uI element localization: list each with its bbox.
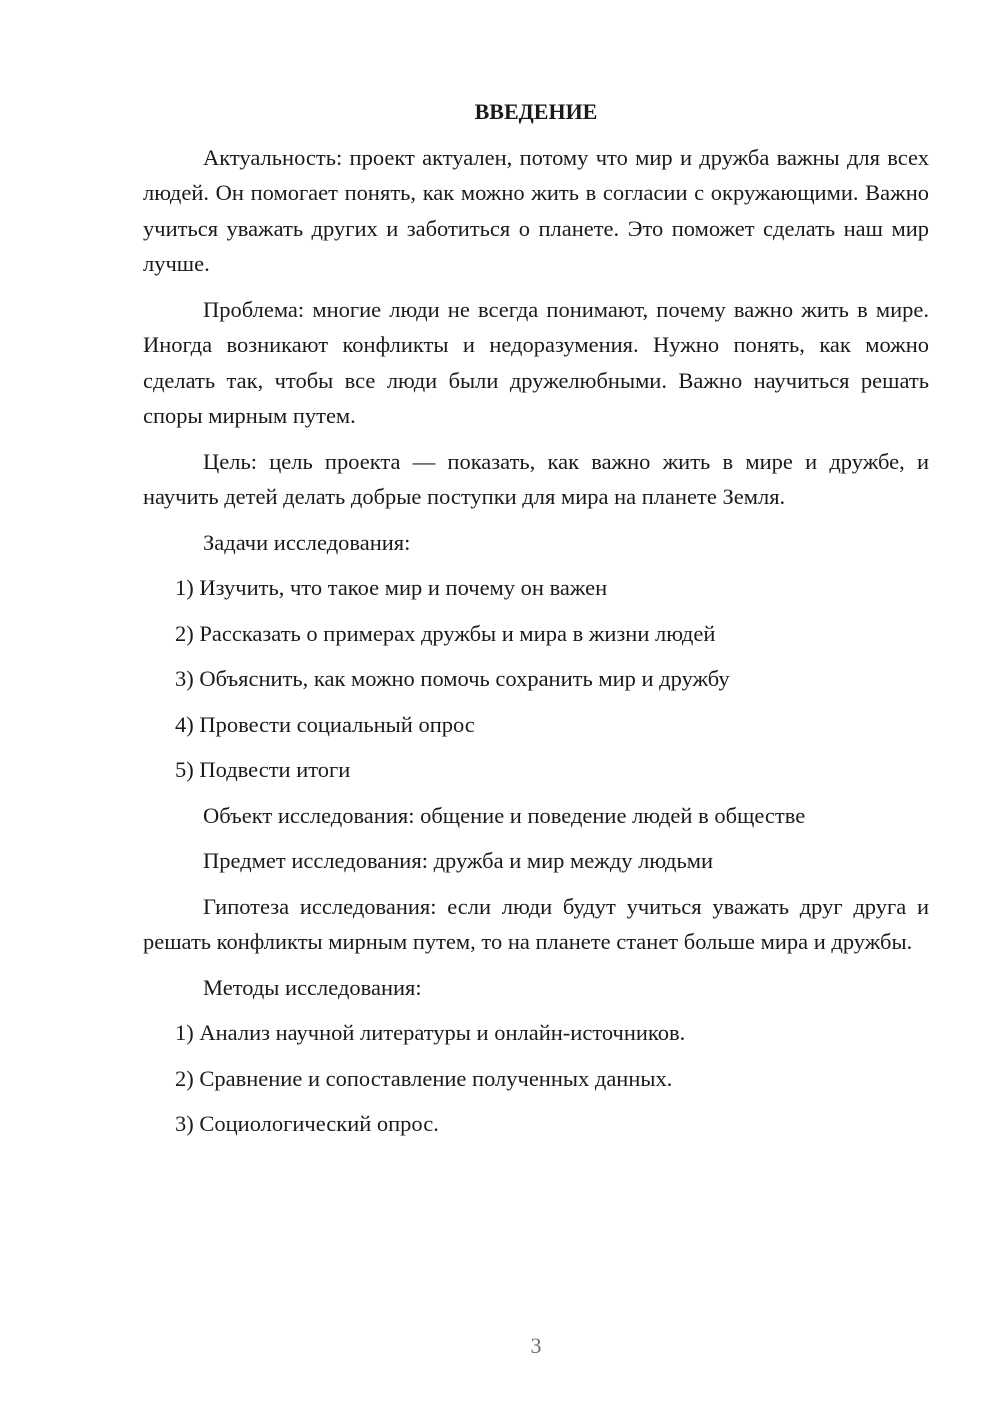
hypothesis-paragraph: Гипотеза исследования: если люди будут учиться уважать друг друга и решать конфликты мирным путем, то на планете станет больше мира и дружбы. (143, 893, 929, 954)
list-item: 1) Изучить, что такое мир и почему он важен (175, 575, 608, 600)
tasks-heading: Задачи исследования: (203, 529, 411, 555)
problem-paragraph: Проблема: многие люди не всегда понимают, почему важно жить в мире. Иногда возникают конфликты и недоразумения. Нужно понять, как можно сделать так, чтобы все люди были дружелюбными. Важно научиться решать споры мирным путем. (143, 296, 929, 428)
list-item: 1) Анализ научной литературы и онлайн-источников. (175, 1020, 686, 1045)
list-item: 4) Провести социальный опрос (175, 711, 475, 737)
methods-list (143, 1015, 929, 1142)
list-item: 2) Рассказать о примерах дружбы и мира в жизни людей (175, 620, 716, 646)
list-item: 3) Социологический опрос. (175, 1111, 439, 1136)
subject-paragraph: Предмет исследования: дружба и мир между людьми (203, 848, 714, 873)
section-title: ВВЕДЕНИЕ (474, 99, 598, 124)
methods-heading: Методы исследования: (203, 974, 422, 1000)
document-page (143, 94, 929, 1152)
list-item: 2) Сравнение и сопоставление полученных данных. (175, 1065, 673, 1091)
goal-paragraph: Цель: цель проекта — показать, как важно жить в мире и дружбе, и научить детей делать добрые поступки для мира на планете Земля. (143, 448, 929, 509)
object-paragraph: Объект исследования: общение и поведение людей в обществе (203, 802, 806, 828)
relevance-paragraph: Актуальность: проект актуален, потому что мир и дружба важны для всех людей. Он помогает понять, как можно жить в согласии с окружающими. Важно учиться уважать других и заботиться о планете. Это поможет сделать наш мир лучше. (143, 144, 929, 276)
list-item: 3) Объяснить, как можно помочь сохранить мир и дружбу (175, 666, 730, 691)
list-item: 5) Подвести итоги (175, 757, 351, 782)
page-number: 3 (530, 1333, 542, 1358)
tasks-list (143, 570, 929, 788)
